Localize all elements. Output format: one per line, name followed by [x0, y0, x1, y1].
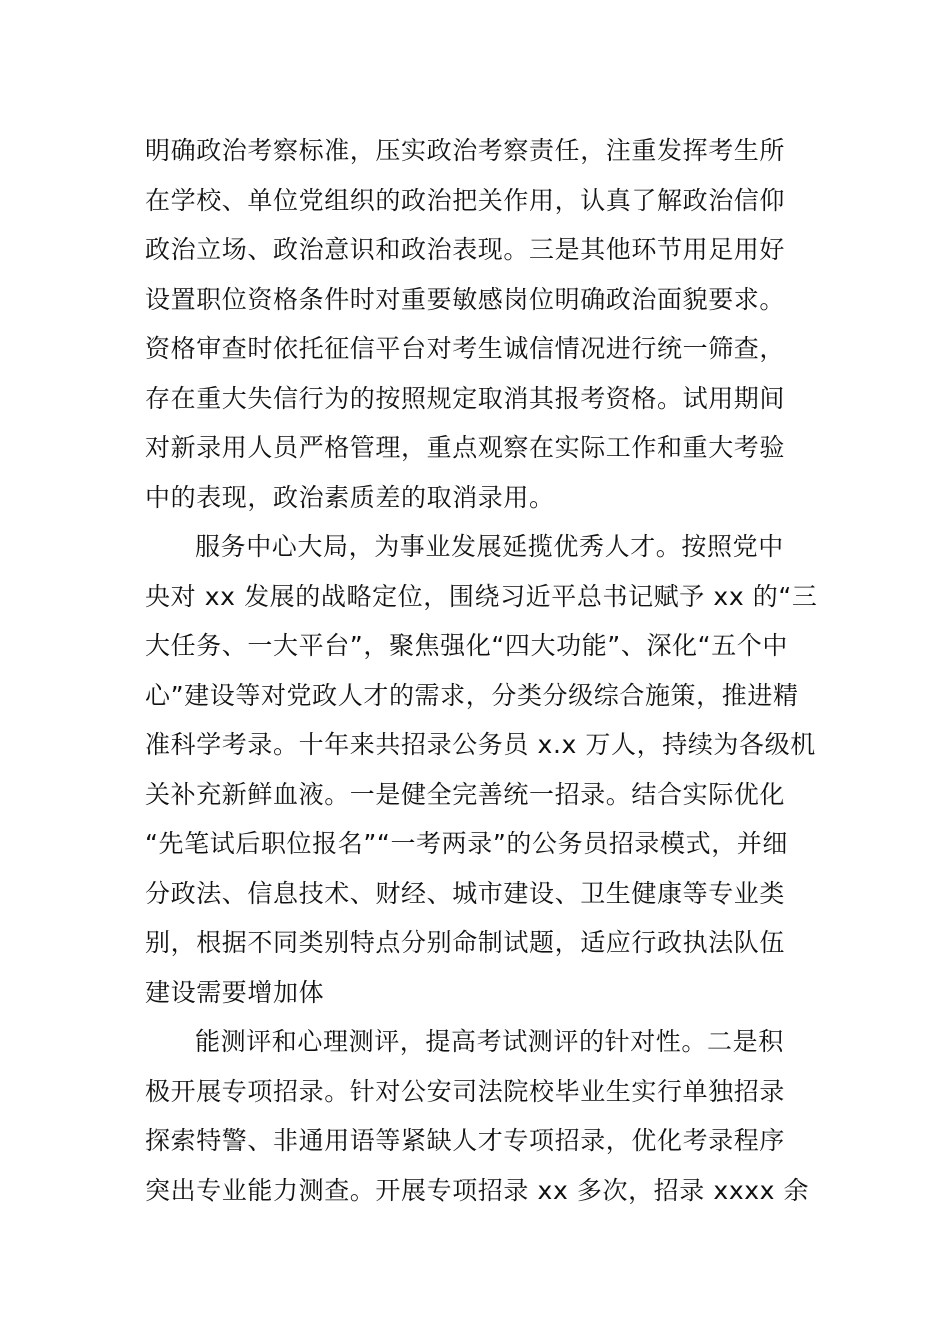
text-line: “先笔试后职位报名”“一考两录”的公务员招录模式，并细 — [145, 829, 789, 858]
text-line: 明确政治考察标准，压实政治考察责任，注重发挥考生所 — [145, 136, 786, 165]
text-line: 央对 xx 发展的战略定位，围绕习近平总书记赋予 xx 的“三 — [145, 581, 818, 611]
text-line: 资格审查时依托征信平台对考生诚信情况进行统一筛查， — [145, 334, 786, 363]
text-line: 设置职位资格条件时对重要敏感岗位明确政治面貌要求。 — [145, 284, 786, 314]
text-line: 突出专业能力测查。开展专项招录 xx 多次，招录 xxxx 余 — [145, 1175, 810, 1205]
paragraph-first-line: 服务中心大局，为事业发展延揽优秀人才。按照党中 — [195, 532, 784, 561]
text-line: 政治立场、政治意识和政治表现。三是其他环节用足用好 — [145, 235, 786, 264]
text-line: 极开展专项招录。针对公安司法院校毕业生实行单独招录 — [145, 1076, 786, 1106]
text-line: 在学校、单位党组织的政治把关作用，认真了解政治信仰 — [145, 185, 786, 215]
text-line: 心”建设等对党政人才的需求，分类分级综合施策，推进精 — [145, 680, 799, 710]
text-line: 对新录用人员严格管理，重点观察在实际工作和重大考验 — [145, 433, 786, 462]
text-line: 关补充新鲜血液。一是健全完善统一招录。结合实际优化 — [145, 779, 786, 809]
paragraph-first-line: 能测评和心理测评，提高考试测评的针对性。二是积 — [195, 1027, 784, 1056]
text-line: 大任务、一大平台”，聚焦强化“四大功能”、深化“五个中 — [145, 631, 789, 660]
text-line: 建设需要增加体 — [145, 977, 325, 1007]
text-line: 分政法、信息技术、财经、城市建设、卫生健康等专业类 — [145, 878, 786, 908]
text-line: 准科学考录。十年来共招录公务员 x.x 万人，持续为各级机 — [145, 730, 816, 759]
text-line: 存在重大失信行为的按照规定取消其报考资格。试用期间 — [145, 383, 786, 413]
text-line: 探索特警、非通用语等紧缺人才专项招录，优化考录程序 — [145, 1126, 786, 1155]
text-line: 中的表现，政治素质差的取消录用。 — [145, 482, 555, 512]
text-line: 别，根据不同类别特点分别命制试题，适应行政执法队伍 — [145, 928, 786, 957]
document-body — [145, 126, 818, 1215]
